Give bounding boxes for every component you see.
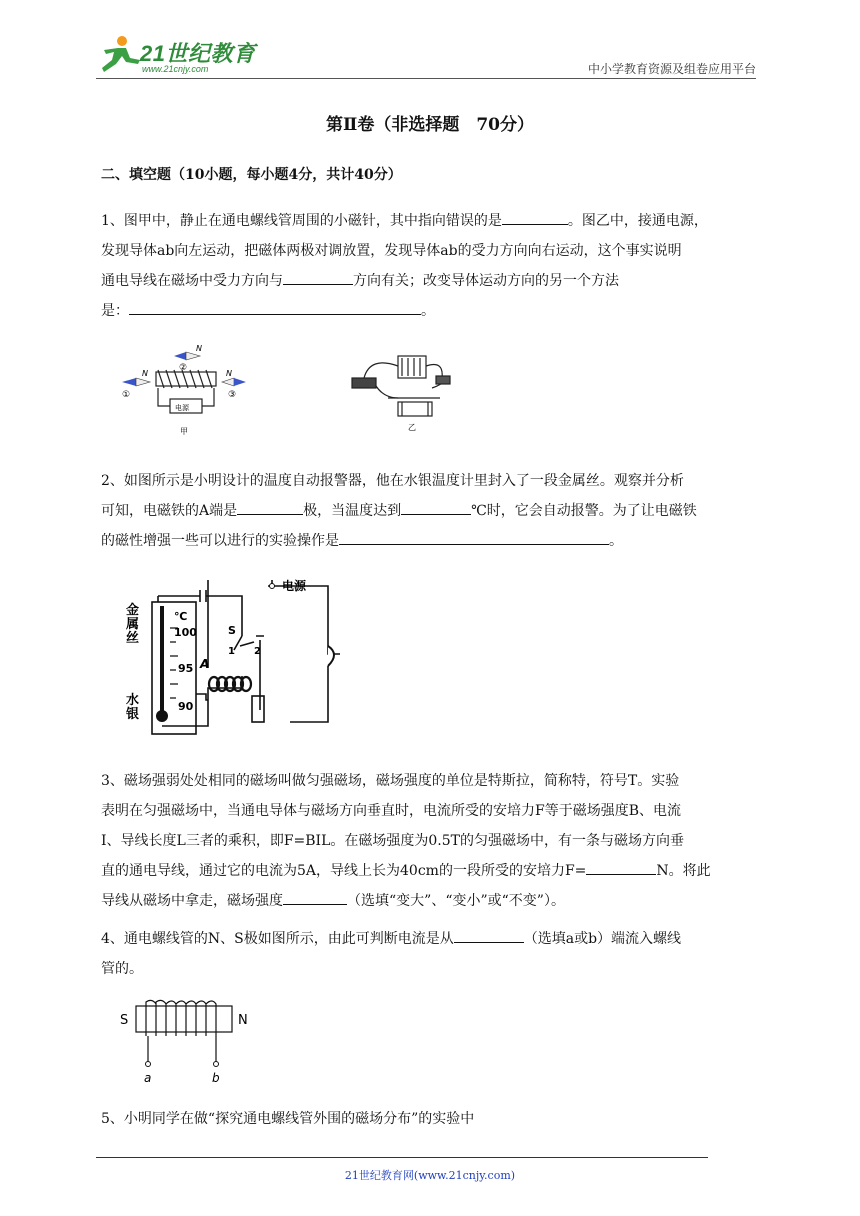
fig-tick-95: 95 [178, 662, 194, 675]
q3-blank-2[interactable] [283, 888, 347, 905]
compass-needle-2 [174, 352, 186, 360]
platform-name: 中小学教育资源及组卷应用平台 [587, 62, 756, 76]
fig-metal-wire-1: 金 [126, 603, 140, 618]
logo-text: 21世纪教育 [140, 41, 256, 66]
q4-blank-1[interactable] [454, 926, 524, 943]
q1-text: 1、图甲中，静止在通电螺线管周围的小磁针，其中指向错误的是 [101, 213, 502, 229]
question-3 [101, 766, 761, 916]
fig-pole-S: S [120, 1013, 129, 1028]
q1-blank-2[interactable] [283, 268, 353, 285]
q3-text: 表明在匀强磁场中，当通电导体与磁场方向垂直时，电流所受的安培力F等于磁场强度B、电流 [101, 803, 681, 819]
footer-divider [96, 1157, 708, 1158]
fig-jia-label: 甲 [180, 427, 188, 436]
switch [436, 376, 450, 384]
slide-rheostat [352, 378, 376, 388]
q5-text: 5、小明同学在做“探究通电螺线管外围的磁场分布”的实验中 [101, 1111, 475, 1127]
q4-text: 管的。 [101, 961, 143, 977]
fig-metal-wire-2: 属 [126, 617, 140, 632]
q3-text: N。将此 [656, 863, 711, 879]
q3-text: （选填“变大”、“变小”或“不变”）。 [347, 893, 565, 909]
q3-text: I、导线长度L三者的乘积，即F=BIL。在磁场强度为0.5T的匀强磁场中，有一条与磁场方向垂 [101, 833, 684, 849]
fig-metal-wire-3: 丝 [126, 631, 140, 646]
bell-icon [328, 646, 334, 666]
q4-text: 4、通电螺线管的N、S极如图所示，由此可判断电流是从 [101, 931, 454, 947]
q1-text: 通电导线在磁场中受力方向与 [101, 273, 283, 289]
q2-blank-1[interactable] [237, 498, 303, 515]
question-1 [101, 206, 761, 326]
fig-pole-N: N [238, 1013, 248, 1028]
q1-text: 。 [421, 303, 435, 319]
q4-text: （选填a或b）端流入螺线 [523, 931, 682, 947]
needle-2-N: N [196, 344, 202, 353]
mercury-bulb [156, 710, 168, 722]
fig-switch-S: S [228, 624, 236, 637]
q1-blank-3[interactable] [129, 298, 421, 315]
figure-temperature-alarm [122, 576, 352, 736]
q1-blank-1[interactable] [502, 208, 568, 225]
fig-contact-2: 2 [254, 646, 261, 657]
needle-3-index: ③ [228, 390, 237, 400]
figure-conductor-in-magnet [340, 348, 460, 432]
logo-runner-icon [96, 34, 146, 76]
fig-power-source: 电源 [282, 579, 307, 593]
solenoid-coil [146, 1000, 216, 1062]
figure-solenoid-ns [116, 996, 256, 1086]
q2-text: 可知，电磁铁的A端是 [101, 503, 238, 519]
compass-needle-3 [222, 378, 234, 386]
section-heading: 二、填空题（10小题，每小题4分，共计40分） [101, 167, 402, 183]
q3-text: 3、磁场强弱处处相同的磁场叫做匀强磁场，磁场强度的单位是特斯拉，简称特，符号T。实验 [101, 773, 680, 789]
fig-tick-100: 100 [174, 626, 197, 639]
q3-text: 导线从磁场中拿走，磁场强度 [101, 893, 283, 909]
fig-celsius: ℃ [174, 610, 188, 623]
q2-text: 。 [609, 533, 623, 549]
q1-text: 方向有关；改变导体运动方向的另一个方法 [353, 273, 619, 289]
compass-needle-1 [122, 378, 136, 386]
q2-text: 的磁性增强一些可以进行的实验操作是 [101, 533, 339, 549]
needle-1-N: N [142, 369, 148, 378]
q3-text: 直的通电导线，通过它的电流为5A，导线上长为40cm的一段所受的安培力F= [101, 863, 587, 879]
figure-solenoid-compasses [118, 344, 248, 438]
question-5 [101, 1104, 761, 1134]
q2-text: ℃时，它会自动报警。为了让电磁铁 [471, 503, 697, 519]
solenoid-core [136, 1006, 232, 1032]
fig-mercury-1: 水 [126, 693, 140, 708]
question-2 [101, 466, 761, 556]
q2-blank-3[interactable] [339, 528, 609, 545]
needle-1-index: ① [122, 390, 131, 400]
q3-blank-1[interactable] [586, 858, 656, 875]
question-4 [101, 924, 761, 984]
fig-end-A: A [200, 657, 210, 671]
fig-contact-1: 1 [228, 646, 235, 657]
header-divider [96, 78, 756, 79]
fig-yi-label: 乙 [408, 423, 416, 432]
fig-mercury-2: 银 [126, 707, 140, 722]
magnet [398, 402, 432, 416]
footer-text[interactable]: 21世纪教育网(www.21cnjy.com) [344, 1169, 516, 1182]
q1-text: 。图乙中，接通电源， [567, 213, 708, 229]
electromagnet-coil [209, 677, 251, 691]
needle-2-index: ② [179, 363, 188, 373]
needle-3-N: N [226, 369, 232, 378]
q1-text: 发现导体ab向左运动，把磁体两极对调放置，发现导体ab的受力方向向右运动，这个事实说明 [101, 243, 682, 259]
q1-text: 是： [101, 303, 129, 319]
page-title: 第Ⅱ卷（非选择题 70分） [326, 115, 534, 135]
fig-power-label: 电源 [175, 404, 189, 412]
fig-tick-90: 90 [178, 700, 194, 713]
q2-blank-2[interactable] [401, 498, 471, 515]
q2-text: 2、如图所示是小明设计的温度自动报警器，他在水银温度计里封入了一段金属丝。观察并分析 [101, 473, 684, 489]
fig-end-b: b [212, 1071, 220, 1085]
logo-url: www.21cnjy.com [142, 64, 209, 74]
fig-end-a: a [144, 1071, 152, 1085]
q2-text: 极，当温度达到 [303, 503, 402, 519]
